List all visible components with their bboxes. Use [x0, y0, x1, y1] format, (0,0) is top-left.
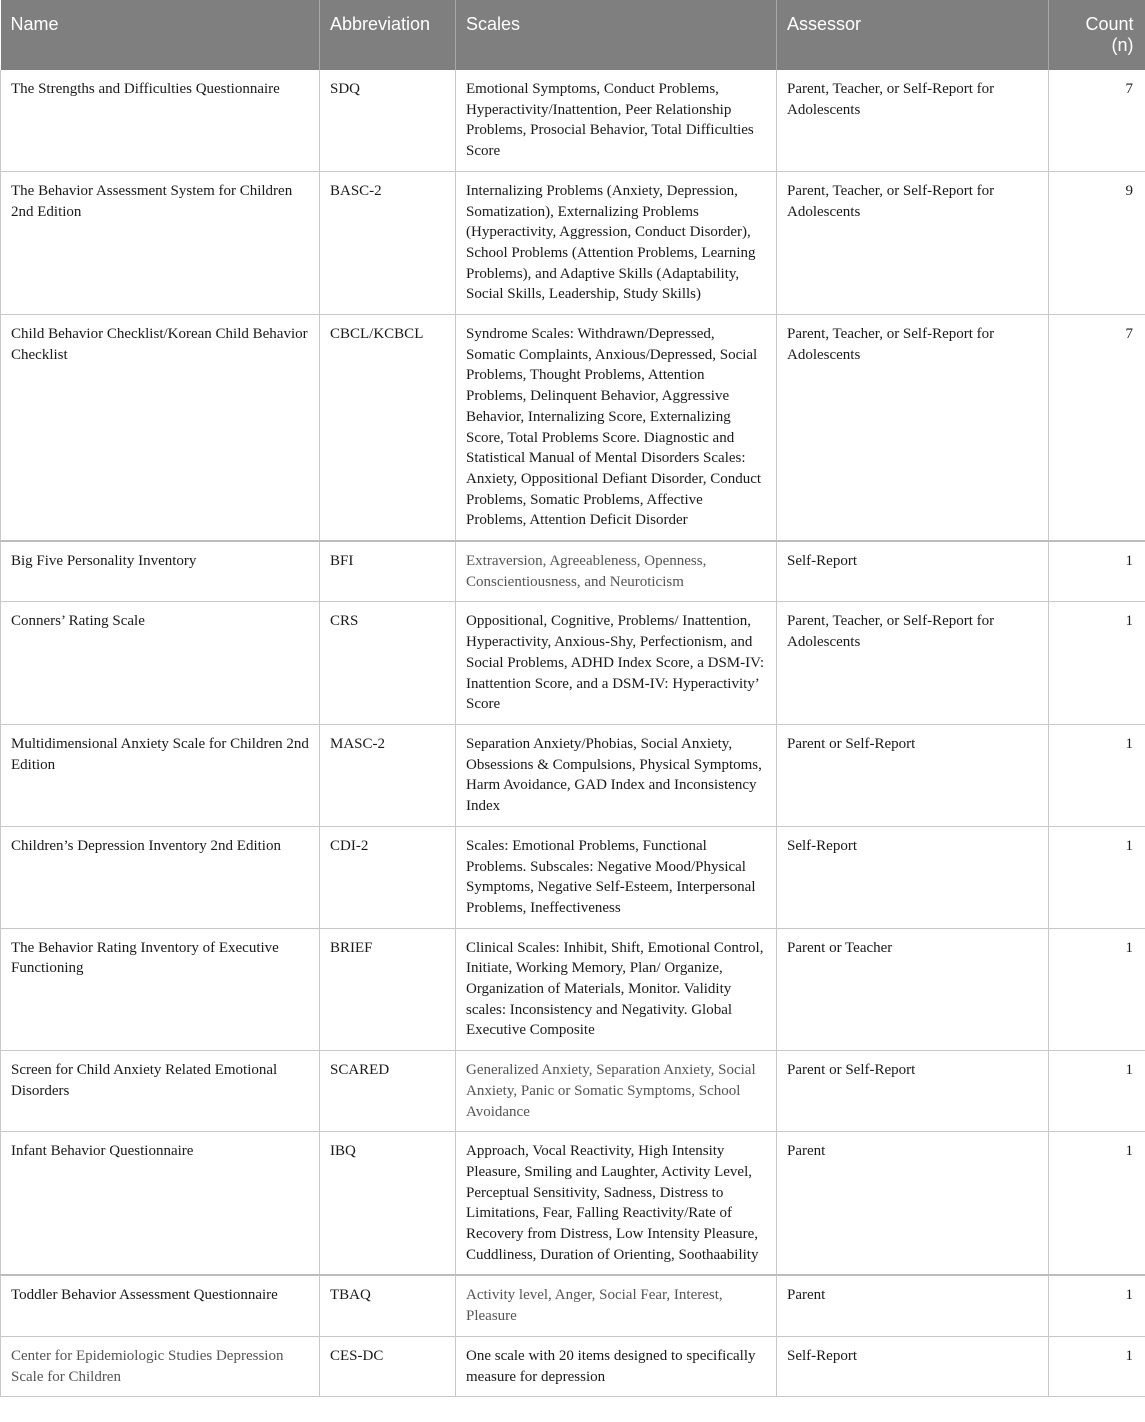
cell-scales: Separation Anxiety/Phobias, Social Anxiety, Obsessions & Compulsions, Physical Symptoms, Harm Avoidance, GAD Index and Inconsistency Index — [456, 724, 777, 826]
cell-abbreviation: CBCL/KCBCL — [320, 315, 456, 542]
cell-scales: Scales: Emotional Problems, Functional Problems. Subscales: Negative Mood/Physical Symptoms, Negative Self-Esteem, Interpersonal Problems, Ineffectiveness — [456, 826, 777, 928]
cell-abbreviation: MASC-2 — [320, 724, 456, 826]
cell-scales: Clinical Scales: Inhibit, Shift, Emotional Control, Initiate, Working Memory, Plan/ Organize, Organization of Materials, Monitor. Validity scales: Inconsistency and Negativity. Global Executive Composite — [456, 928, 777, 1051]
header-row — [1, 0, 1145, 70]
cell-scales: Approach, Vocal Reactivity, High Intensity Pleasure, Smiling and Laughter, Activity Level, Perceptual Sensitivity, Sadness, Distress to Limitations, Fear, Falling Reactivity/Rate of Recovery from Distress, Low Intensity Pleasure, Cuddliness, Duration of Orienting, Soothaability — [456, 1132, 777, 1276]
table-row — [1, 1336, 1145, 1396]
cell-abbreviation: TBAQ — [320, 1275, 456, 1336]
cell-abbreviation: IBQ — [320, 1132, 456, 1276]
cell-abbreviation: BASC-2 — [320, 171, 456, 314]
table-header — [1, 0, 1145, 70]
cell-scales: Internalizing Problems (Anxiety, Depression, Somatization), Externalizing Problems (Hyperactivity, Aggression, Conduct Disorder), School Problems (Attention Problems, Learning Problems), and Adaptive Skills (Adaptability, Social Skills, Leadership, Study Skills) — [456, 171, 777, 314]
cell-assessor: Parent, Teacher, or Self-Report for Adolescents — [777, 602, 1049, 725]
table-row — [1, 70, 1145, 171]
cell-assessor: Self-Report — [777, 541, 1049, 602]
header-abbreviation: Abbreviation — [320, 0, 456, 70]
cell-scales: Generalized Anxiety, Separation Anxiety, Social Anxiety, Panic or Somatic Symptoms, School Avoidance — [456, 1051, 777, 1132]
cell-abbreviation: CDI-2 — [320, 826, 456, 928]
cell-scales: Syndrome Scales: Withdrawn/Depressed, Somatic Complaints, Anxious/Depressed, Social Problems, Thought Problems, Attention Problems, Delinquent Behavior, Aggressive Behavior, Internalizing Score, Externalizing Score, Total Problems Score. Diagnostic and Statistical Manual of Mental Disorders Scales: Anxiety, Oppositional Defiant Disorder, Conduct Problems, Somatic Problems, Affective Problems, Attention Deficit Disorder — [456, 315, 777, 542]
cell-abbreviation: SCARED — [320, 1051, 456, 1132]
cell-count: 1 — [1049, 724, 1145, 826]
cell-scales: Extraversion, Agreeableness, Openness, Conscientiousness, and Neuroticism — [456, 541, 777, 602]
cell-assessor: Parent, Teacher, or Self-Report for Adolescents — [777, 70, 1049, 171]
header-scales: Scales — [456, 0, 777, 70]
cell-count: 1 — [1049, 1275, 1145, 1336]
cell-abbreviation: BRIEF — [320, 928, 456, 1051]
cell-count: 1 — [1049, 1132, 1145, 1276]
cell-name: Center for Epidemiologic Studies Depression Scale for Children — [1, 1336, 320, 1396]
cell-assessor: Parent or Self-Report — [777, 724, 1049, 826]
table-row — [1, 1275, 1145, 1336]
cell-name: The Behavior Assessment System for Children 2nd Edition — [1, 171, 320, 314]
cell-name: Child Behavior Checklist/Korean Child Behavior Checklist — [1, 315, 320, 542]
cell-assessor: Parent or Self-Report — [777, 1051, 1049, 1132]
cell-assessor: Self-Report — [777, 826, 1049, 928]
table-row — [1, 315, 1145, 542]
cell-count: 1 — [1049, 928, 1145, 1051]
table-row — [1, 928, 1145, 1051]
cell-abbreviation: CES-DC — [320, 1336, 456, 1396]
cell-scales: Activity level, Anger, Social Fear, Interest, Pleasure — [456, 1275, 777, 1336]
cell-count: 9 — [1049, 171, 1145, 314]
header-assessor: Assessor — [777, 0, 1049, 70]
cell-assessor: Self-Report — [777, 1336, 1049, 1396]
table-row — [1, 171, 1145, 314]
cell-abbreviation: SDQ — [320, 70, 456, 171]
cell-name: Big Five Personality Inventory — [1, 541, 320, 602]
header-name: Name — [1, 0, 320, 70]
cell-scales: Emotional Symptoms, Conduct Problems, Hyperactivity/Inattention, Peer Relationship Problems, Prosocial Behavior, Total Difficulties Score — [456, 70, 777, 171]
cell-scales: One scale with 20 items designed to specifically measure for depression — [456, 1336, 777, 1396]
table-row — [1, 826, 1145, 928]
table-row — [1, 1051, 1145, 1132]
table-body — [1, 70, 1145, 1397]
cell-assessor: Parent — [777, 1275, 1049, 1336]
cell-count: 1 — [1049, 826, 1145, 928]
cell-abbreviation: CRS — [320, 602, 456, 725]
cell-name: Multidimensional Anxiety Scale for Children 2nd Edition — [1, 724, 320, 826]
cell-name: Toddler Behavior Assessment Questionnaire — [1, 1275, 320, 1336]
table-row — [1, 724, 1145, 826]
cell-assessor: Parent, Teacher, or Self-Report for Adolescents — [777, 171, 1049, 314]
cell-assessor: Parent — [777, 1132, 1049, 1276]
cell-abbreviation: BFI — [320, 541, 456, 602]
cell-count: 1 — [1049, 541, 1145, 602]
cell-assessor: Parent, Teacher, or Self-Report for Adolescents — [777, 315, 1049, 542]
cell-name: The Behavior Rating Inventory of Executive Functioning — [1, 928, 320, 1051]
cell-count: 1 — [1049, 1336, 1145, 1396]
cell-name: Children’s Depression Inventory 2nd Edition — [1, 826, 320, 928]
table-row — [1, 541, 1145, 602]
cell-count: 1 — [1049, 1051, 1145, 1132]
table-row — [1, 1132, 1145, 1276]
cell-name: Conners’ Rating Scale — [1, 602, 320, 725]
header-count: Count (n) — [1049, 0, 1145, 70]
cell-scales: Oppositional, Cognitive, Problems/ Inattention, Hyperactivity, Anxious-Shy, Perfectionism, and Social Problems, ADHD Index Score, a DSM-IV: Inattention Score, and a DSM-IV: Hyperactivity’ Score — [456, 602, 777, 725]
cell-count: 1 — [1049, 602, 1145, 725]
cell-assessor: Parent or Teacher — [777, 928, 1049, 1051]
cell-count: 7 — [1049, 70, 1145, 171]
table-row — [1, 602, 1145, 725]
cell-count: 7 — [1049, 315, 1145, 542]
cell-name: Infant Behavior Questionnaire — [1, 1132, 320, 1276]
cell-name: The Strengths and Difficulties Questionnaire — [1, 70, 320, 171]
cell-name: Screen for Child Anxiety Related Emotional Disorders — [1, 1051, 320, 1132]
